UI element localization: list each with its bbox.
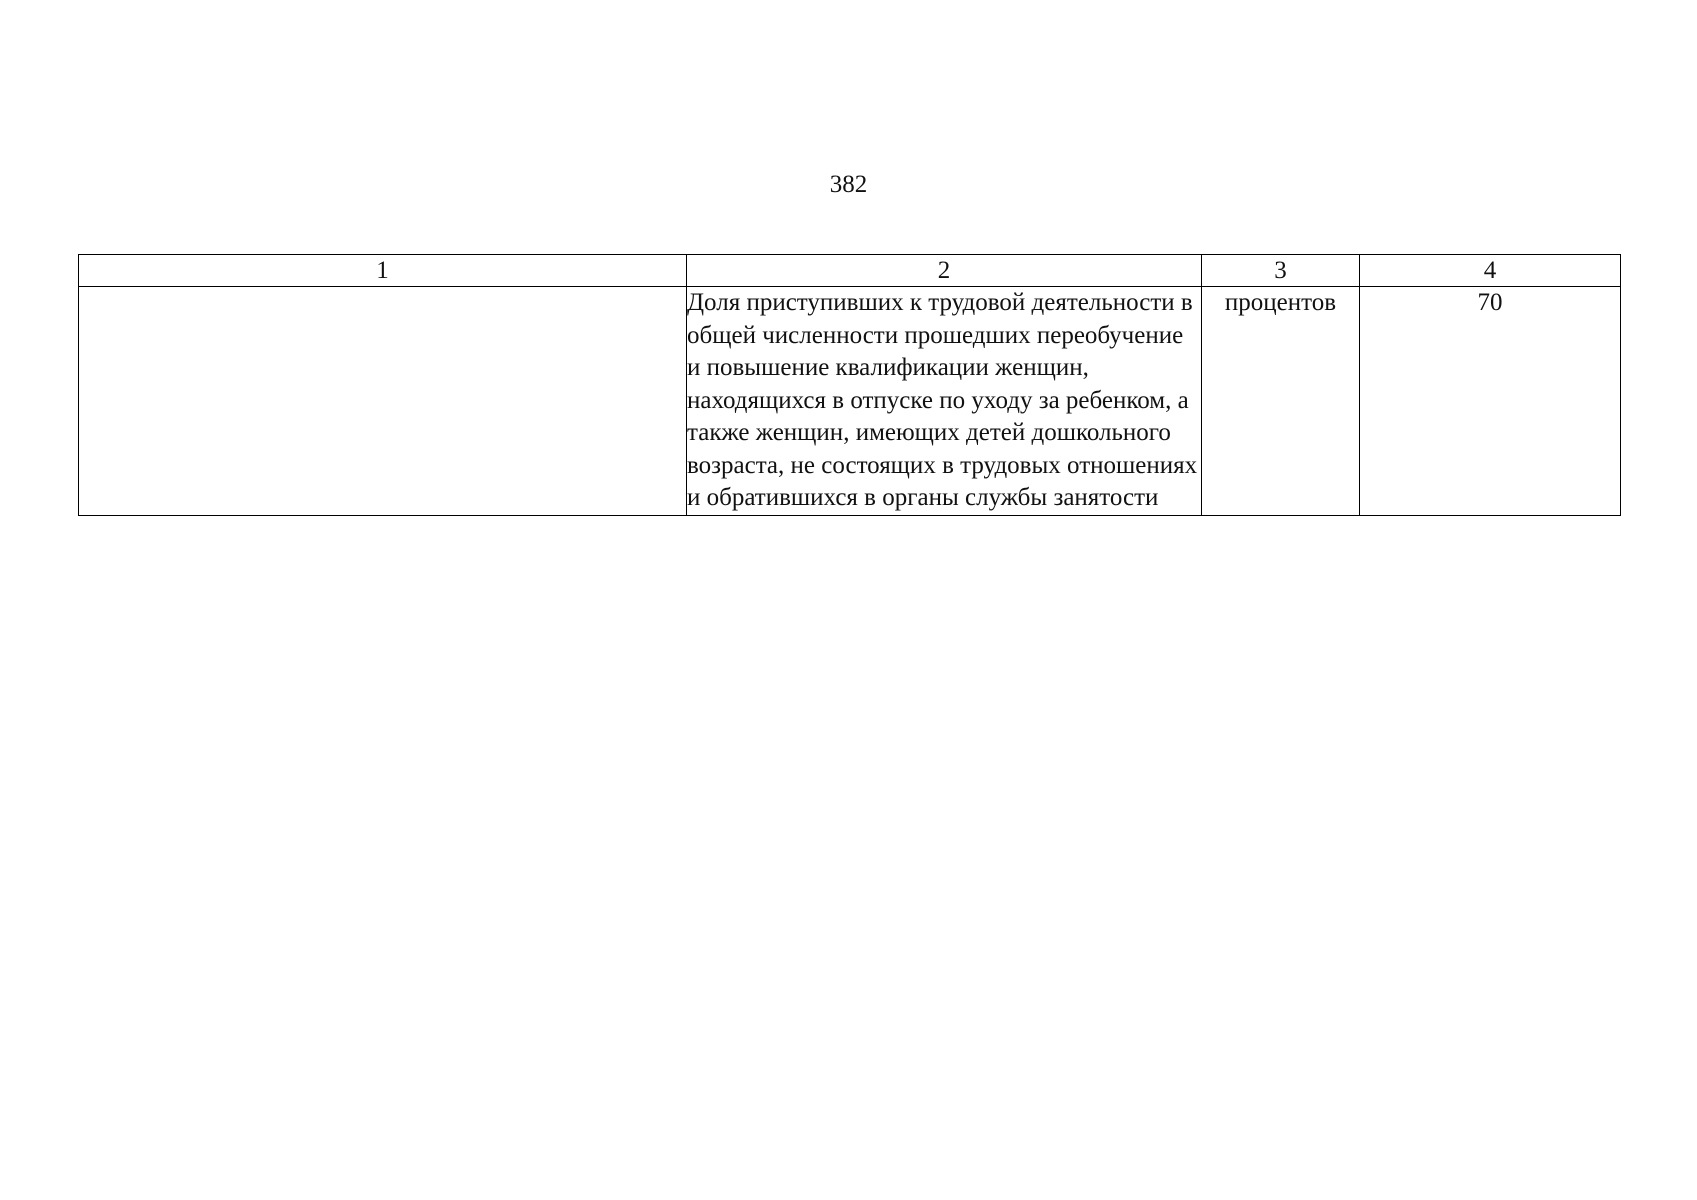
page-number: 382 [829,171,868,198]
column-header-4: 4 [1360,255,1621,287]
header-row [79,255,1621,287]
column-header-2: 2 [687,255,1202,287]
table-row [79,287,1621,516]
unit-cell: процентов [1202,287,1360,516]
indicator-table [78,254,1621,516]
column-header-1: 1 [79,255,687,287]
value-cell: 70 [1360,287,1621,516]
indicator-name-cell: Доля приступивших к трудовой деятельности в общей численности прошедших переобучение и повышение квалификации женщин, находящихся в отпуске по уходу за ребенком, а также женщин, имеющих детей дошкольного возраста, не состоящих в трудовых отношениях и обратившихся в органы службы занятости [687,287,1202,516]
empty-cell [79,287,687,516]
table-header [79,255,1621,287]
table-body [79,287,1621,516]
column-header-3: 3 [1202,255,1360,287]
